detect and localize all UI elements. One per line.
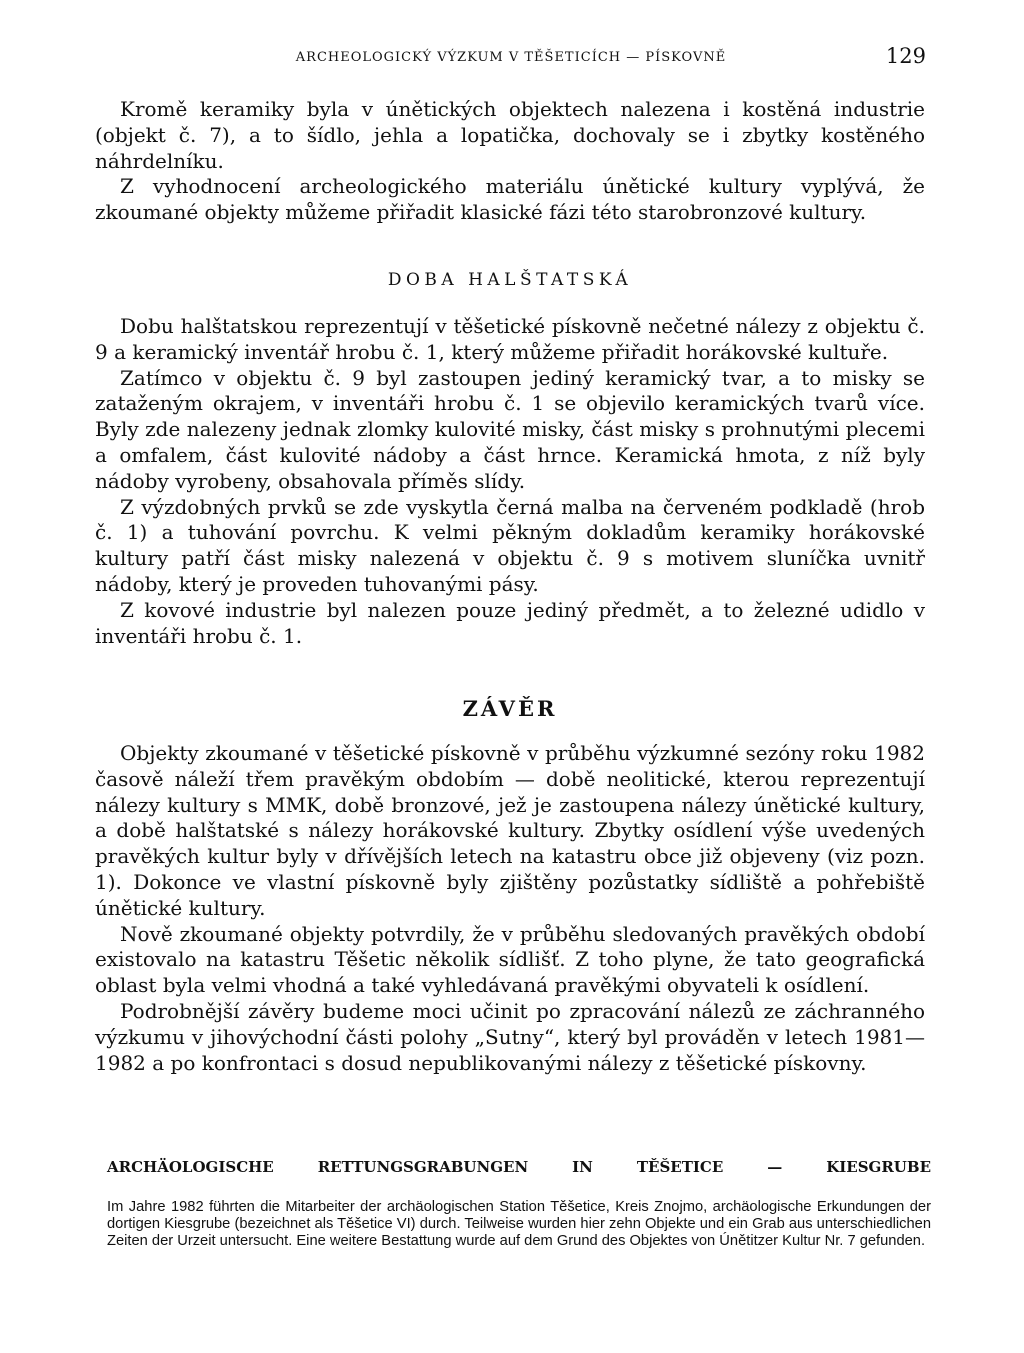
german-summary-heading: ARCHÄOLOGISCHE RETTUNGSGRABUNGEN IN TĚŠETICE — KIESGRUBE bbox=[107, 1158, 931, 1176]
paragraph: Z výzdobných prvků se zde vyskytla černá malba na červeném podkladě (hrob č. 1) a tuhování povrchu. K velmi pěkným dokladům keramiky horákovské kultury patří část misky nalezená v objektu č. 9 s motivem sluníčka uvnitř nádoby, který je proveden tuhovanými pásy. bbox=[95, 494, 925, 596]
intro-section bbox=[95, 97, 925, 226]
page-number: 129 bbox=[885, 44, 926, 68]
running-header: ARCHEOLOGICKÝ VÝZKUM V TĚŠETICÍCH — PÍSKOVNĚ bbox=[295, 50, 727, 65]
german-summary-text: Im Jahre 1982 führten die Mitarbeiter der archäologischen Station Těšetice, Kreis Znojmo, archäologische Erkundungen der dortigen Kiesgrube (bezeichnet als Těšetice VI) durch. Teilweise wurden hier zehn Objekte und ein Grab aus unterschiedlichen Zeiten der Urzeit untersucht. Eine weitere Bestattung wurde auf dem Grund des Objektes von Únětitzer Kultur Nr. 7 gefunden. bbox=[107, 1199, 931, 1249]
paragraph: Kromě keramiky byla v únětických objektech nalezena i kostěná industrie (objekt č. 7), a to šídlo, jehla a lopatička, dochovaly se i zbytky kostěného náhrdelníku. bbox=[95, 97, 925, 173]
paragraph: Z kovové industrie byl nalezen pouze jediný předmět, a to železné udidlo v inventáři hrobu č. 1. bbox=[95, 597, 925, 648]
section-heading-doba-halstatska: DOBA HALŠTATSKÁ bbox=[387, 270, 633, 290]
paragraph: Dobu halštatskou reprezentují v těšetické pískovně nečetné nálezy z objektu č. 9 a keramický inventář hrobu č. 1, který můžeme přiřadit horákovské kultuře. bbox=[95, 314, 925, 364]
paragraph: Zatímco v objektu č. 9 byl zastoupen jediný keramický tvar, a to misky se zataženým okrajem, v inventáři hrobu č. 1 se objevilo keramických tvarů více. Byly zde nalezeny jednak zlomky kulovité misky, část misky s prohnutými plecemi a omfalem, část kulovité nádoby a část hrnce. Keramická hmota, z níž byly nádoby vyrobeny, obsahovala příměs slídy. bbox=[95, 365, 925, 493]
zaver-section bbox=[95, 741, 925, 1076]
paragraph: Nově zkoumané objekty potvrdily, že v průběhu sledovaných pravěkých období existovalo na katastru Těšetic několik sídlišť. Z toho plyne, že tato geografická oblast byla velmi vhodná a také vyhledávaná pravěkými obyvateli k osídlení. bbox=[95, 921, 925, 998]
section-heading-zaver: ZÁVĚR bbox=[462, 696, 558, 721]
doba-halstatska-section bbox=[95, 314, 925, 649]
paragraph: Podrobnější závěry budeme moci učinit po zpracování nálezů ze záchranného výzkumu v jihovýchodní části polohy „Sutny“, který byl prováděn v letech 1981—1982 a po konfrontaci s dosud nepublikovanými nálezy z těšetické pískovny. bbox=[95, 998, 925, 1075]
paragraph: Objekty zkoumané v těšetické pískovně v průběhu výzkumné sezóny roku 1982 časově náleží třem pravěkým obdobím — době neolitické, kterou reprezentují nálezy kultury s MMK, době bronzové, jež je zastoupena nálezy únětické kultury, a době halštatské s nálezy horákovské kultury. Zbytky osídlení výše uvedených pravěkých kultur byly v dřívějších letech na katastru obce již objeveny (viz pozn. 1). Dokonce ve vlastní pískovně byly zjištěny pozůstatky sídliště a pohřebiště únětické kultury. bbox=[95, 741, 925, 920]
paragraph: Z vyhodnocení archeologického materiálu únětické kultury vyplývá, že zkoumané objekty můžeme přiřadit klasické fázi této starobronzové kultury. bbox=[95, 174, 925, 225]
